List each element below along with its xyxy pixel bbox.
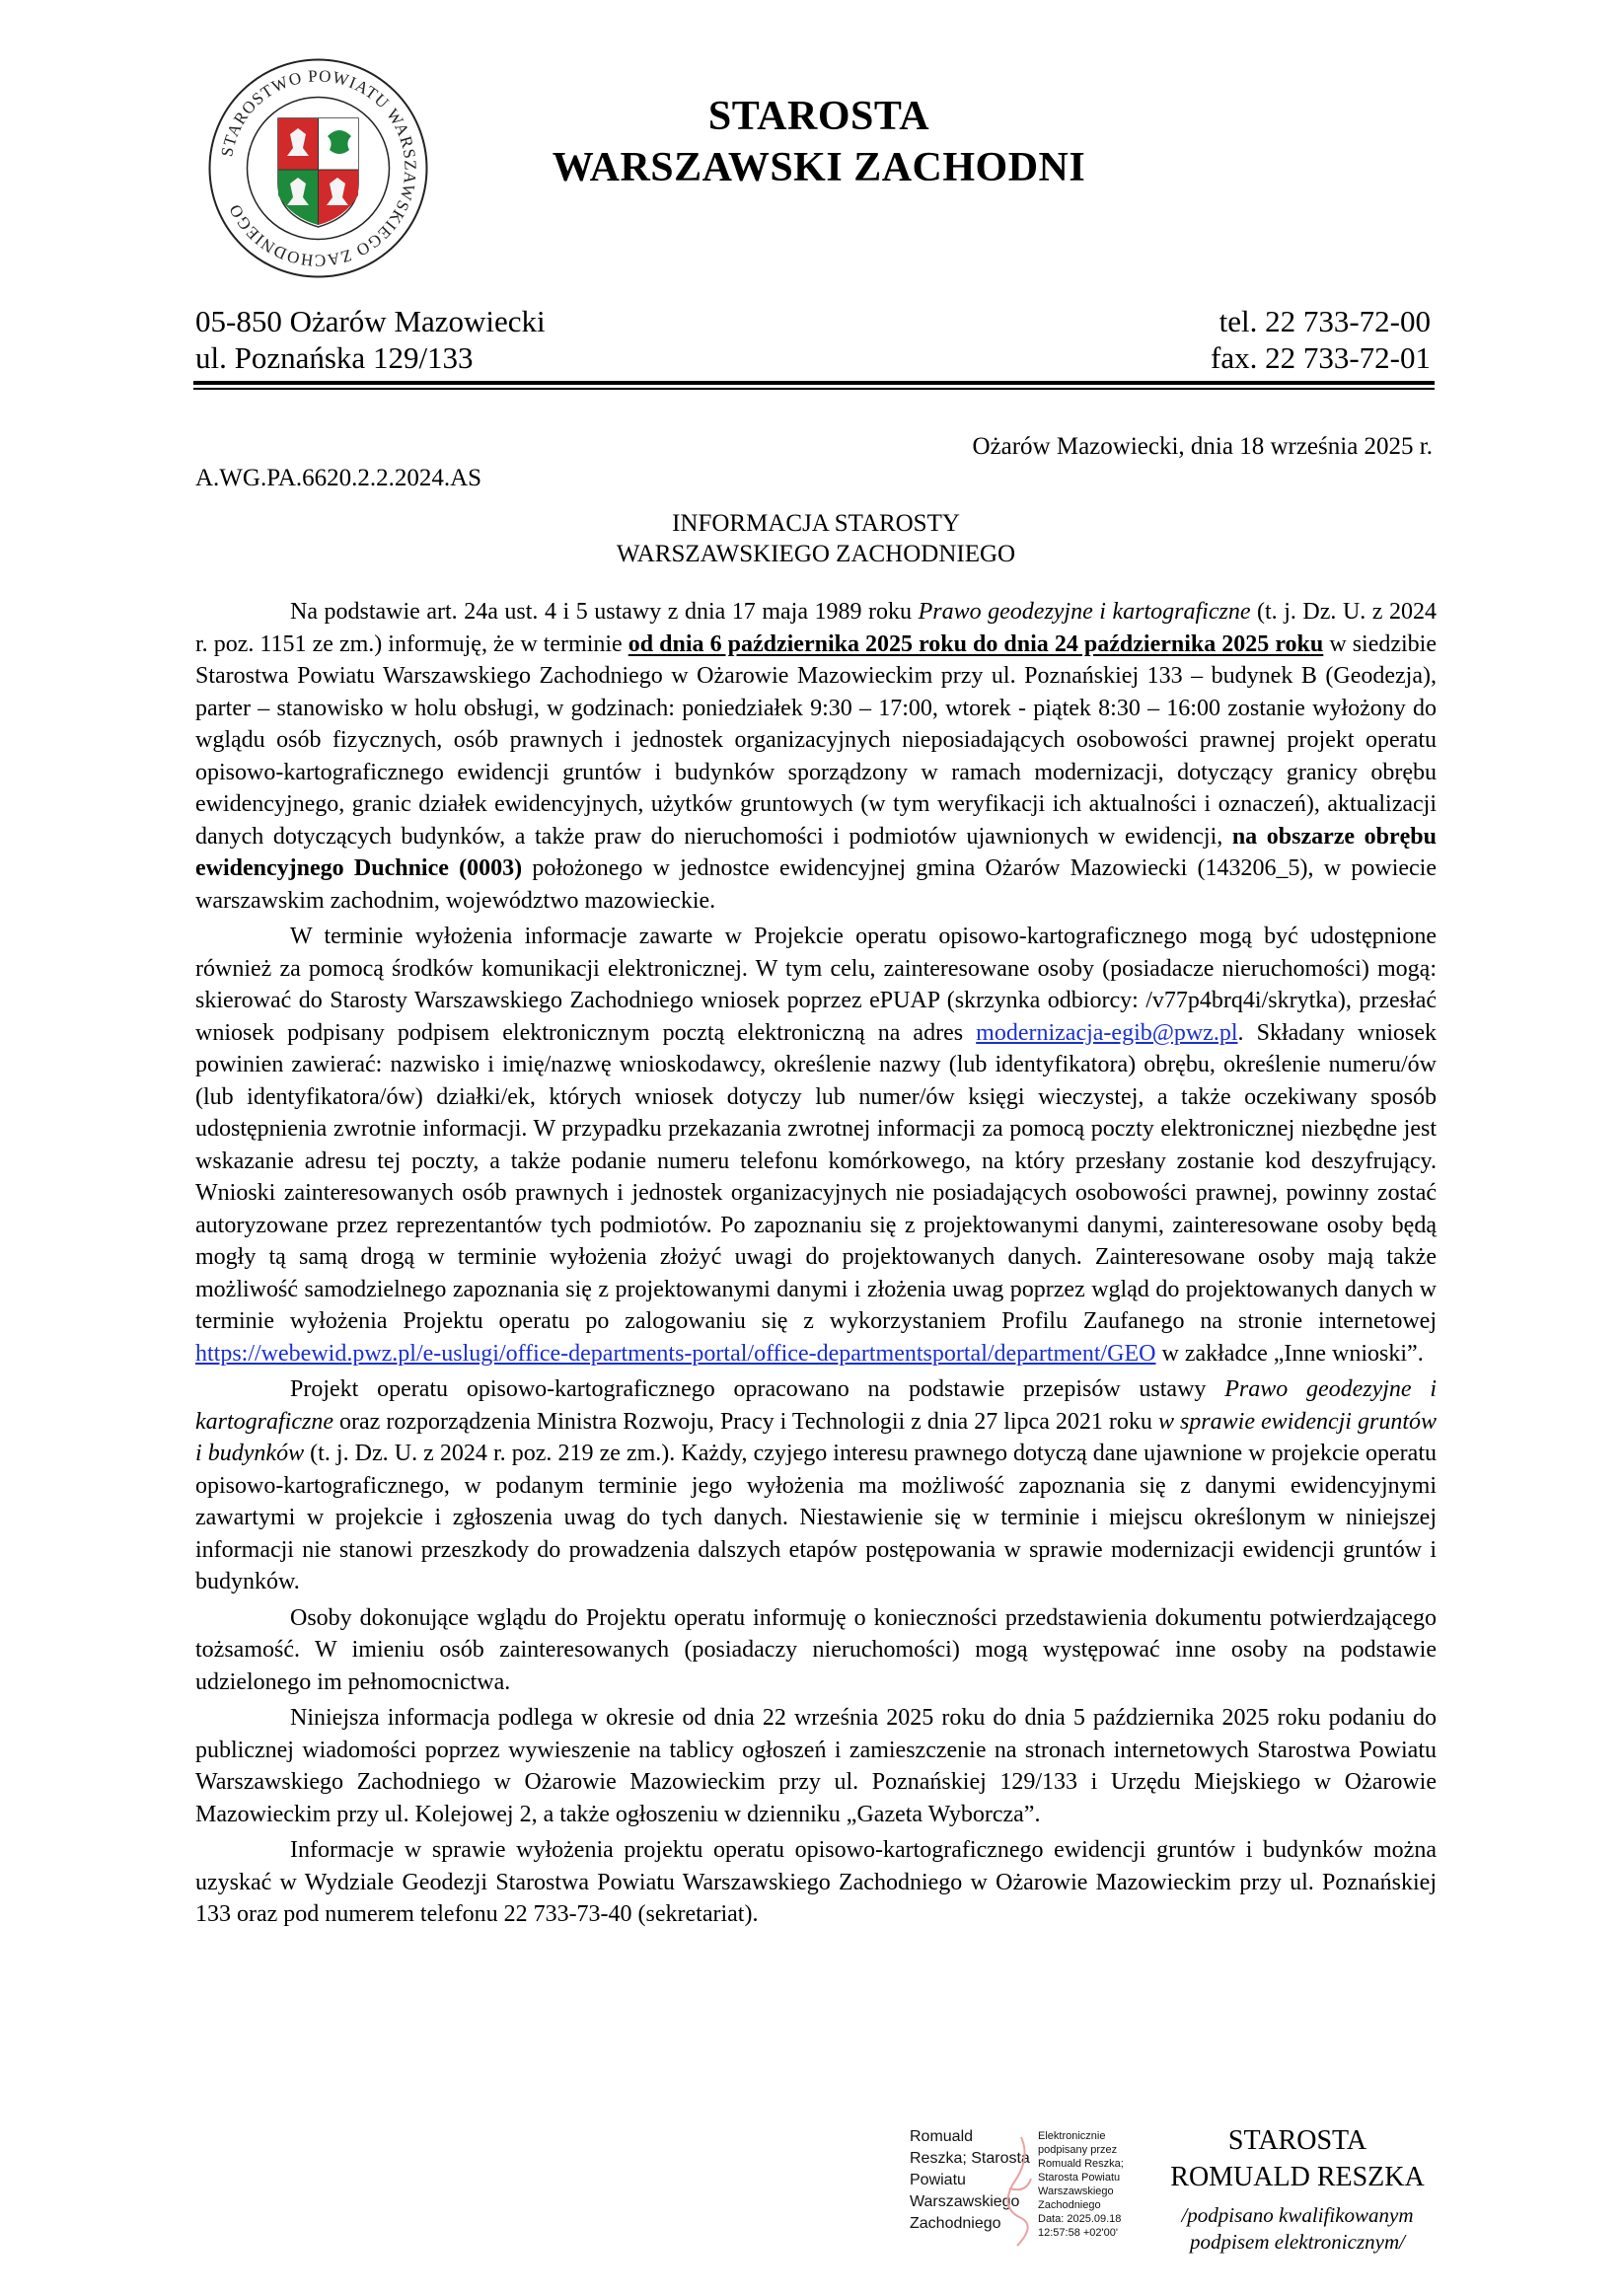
header-title-line2: WARSZAWSKI ZACHODNI	[552, 145, 1086, 190]
paragraph-electronic-access	[195, 921, 1437, 1370]
phone-number: tel. 22 733-72-00	[1218, 304, 1431, 338]
header-divider-thin	[193, 388, 1435, 390]
text-span: oraz rozporządzenia Ministra Rozwoju, Pracy i Technologii z dnia 27 lipca 2021 roku	[332, 1408, 1158, 1435]
signatory-role: STAROSTA	[1227, 2125, 1367, 2156]
text-span: w zakładce „Inne wnioski”.	[1155, 1340, 1424, 1367]
esignature-name-line: Warszawskiego	[910, 2193, 1020, 2210]
regulation-title: w sprawie ewidencji gruntów i budynków	[195, 1408, 1438, 1466]
email-link[interactable]: modernizacja-egib@pwz.pl	[976, 1019, 1238, 1046]
text-span: położonego w jednostce ewidencyjnej gmina Ożarów Mazowiecki (143206_5), w powiecie warszawskim zachodnim, województwo mazowieckie.	[195, 855, 1437, 914]
text-span: (t. j. Dz. U. z 2024 r. poz. 1151 ze zm.) informuję, że w terminie	[195, 599, 1438, 657]
document-title	[195, 508, 1437, 569]
inspection-period: od dnia 6 października 2025 roku do dnia 24 października 2025 roku	[627, 630, 1324, 657]
text-span: W terminie wyłożenia informacje zawarte w Projekcie operatu opisowo-kartograficznego mogą być udostępnione również za pomocą środków komunikacji elektronicznej. W tym celu, zainteresowane osoby (posiadacze nieruchomości) mogą: skierować do Starosty Warszawskiego Zachodniego wniosek poprzez ePUAP (skrzynka odbiorcy: /v77p4brq4i/skrytka), przesłać wniosek podpisany podpisem elektronicznym pocztą elektroniczną na adres	[195, 924, 1437, 1046]
text-span: . Składany wniosek powinien zawierać: nazwisko i imię/nazwę wnioskodawcy, określenie nazwy (lub identyfikatora) obrębu, określenie numeru/ów (lub identyfikatora/ów) działki/ek, których wniosek dotyczy lub numer/ów księgi wieczystej, a także oczekiwany sposób udostępnienia zwrotnie informacji. W przypadku przekazania zwrotnej informacji za pomocą poczty elektronicznej niezbędne jest wskazanie adresu tej poczty, a także podanie numeru telefonu komórkowego, na który przesłany zostanie kod deszyfrujący. Wnioski zainteresowanych osób prawnych i jednostek organizacyjnych nie posiadających osobowości prawnej, powinny zostać autoryzowane przez reprezentantów tych podmiotów. Po zapoznaniu się z projektowanymi danymi, zainteresowane osoby będą mogły tą samą drogą w terminie wyłożenia złożyć uwagi do projektowanych danych. Zainteresowane osoby mają także możliwość samodzielnego zapoznania się z projektowanymi danymi i złożenia uwag poprzez wgląd do projektowanych danych w terminie wyłożenia Projektu operatu po zalogowaniu się z wykorzystaniem Profilu Zaufanego na stronie internetowej	[195, 1019, 1437, 1334]
text-span: (t. j. Dz. U. z 2024 r. poz. 219 ze zm.). Każdy, czyjego interesu prawnego dotyczą dane ujawnione w projekcie operatu opisowo-kartograficznego, w podanym terminie jego wyłożenia ma możliwość zapoznania się z danymi ewidencyjnymi zawartymi w projekcie i zgłoszenia uwag do tych danych. Niestawienie się w terminie i miejscu określonym w niniejszej informacji nie stanowi przeszkody do prowadzenia dalszych etapów postępowania w sprawie modernizacji ewidencji gruntów i budynków.	[195, 1441, 1437, 1594]
webewid-link[interactable]: https://webewid.pwz.pl/e-uslugi/office-departments-portal/office-departmentsportal/department/GEO	[195, 1340, 1156, 1367]
document-body	[195, 596, 1437, 1935]
text-span: Na podstawie art. 24a ust. 4 i 5 ustawy z dnia 17 maja 1989 roku	[290, 599, 919, 625]
signature-note-line1: /podpisano kwalifikowanym	[1181, 2203, 1414, 2227]
esignature-detail-line: Data: 2025.09.18	[1038, 2213, 1122, 2225]
place-and-date: Ożarów Mazowiecki, dnia 18 września 2025 r.	[972, 433, 1433, 460]
esignature-name-line: Powiatu	[910, 2172, 966, 2188]
precinct-name: na obszarze obrębu ewidencyjnego Duchnice (0003)	[195, 823, 1437, 881]
signature-note	[1144, 2202, 1450, 2256]
fax-number: fax. 22 733-72-01	[1211, 340, 1431, 375]
esignature-detail-line: podpisany przez	[1038, 2144, 1118, 2156]
address-line1: 05-850 Ożarów Mazowiecki	[195, 304, 546, 338]
paragraph-publication: Niniejsza informacja podlega w okresie od dnia 22 września 2025 roku do dnia 5 października 2025 roku podaniu do publicznej wiadomości poprzez wywieszenie na tablicy ogłoszeń i zamieszczenie na stronach internetowych Starostwa Powiatu Warszawskiego Zachodniego w Ożarowie Mazowieckim przy ul. Poznańskiej 129/133 i Urzędu Miejskiego w Ożarowie Mazowieckim przy ul. Kolejowej 2, a także ogłoszeniu w dzienniku „Gazeta Wyborcza”.	[195, 1705, 1437, 1827]
esignature-detail-line: Zachodniego	[1038, 2199, 1101, 2211]
esignature-details	[1038, 2129, 1124, 2240]
paragraph-regulations	[195, 1373, 1437, 1598]
esignature-detail-line: Elektronicznie	[1038, 2130, 1106, 2142]
esignature-detail-line: 12:57:58 +02'00'	[1038, 2227, 1118, 2239]
signatory-name: ROMUALD RESZKA	[1170, 2162, 1425, 2192]
paragraph-contact-info: Informacje w sprawie wyłożenia projektu operatu opisowo-kartograficznego ewidencji gruntów i budynków można uzyskać w Wydziale Geodezji Starostwa Powiatu Warszawskiego Zachodniego w Ożarowie Mazowieckim przy ul. Poznańskiej 133 oraz pod numerem telefonu 22 733-73-40 (sekretariat).	[195, 1837, 1437, 1927]
header-title-line1: STAROSTA	[707, 94, 930, 139]
paragraph-legal-basis	[195, 596, 1437, 917]
text-span: Projekt operatu opisowo-kartograficznego opracowano na podstawie przepisów ustawy	[290, 1376, 1225, 1402]
header-title	[474, 91, 1164, 193]
esignature-detail-line: Starosta Powiatu	[1038, 2172, 1121, 2184]
esignature-name-line: Reszka; Starosta	[910, 2150, 1030, 2167]
esignature-name-line: Romuald	[910, 2128, 974, 2145]
text-span: w siedzibie Starostwa Powiatu Warszawskiego Zachodniego w Ożarowie Mazowieckim przy ul. Poznańskiej 133 – budynek B (Geodezja), parter – stanowisko w holu obsługi, w godzinach: poniedziałek 9:30 – 17:00, wtorek - piątek 8:30 – 16:00 zostanie wyłożony do wglądu osób fizycznych, osób prawnych i jednostek organizacyjnych nieposiadających osobowości prawnej projekt operatu opisowo-kartograficznego ewidencji gruntów i budynków sporządzony w ramach modernizacji, dotyczący granicy obrębu ewidencyjnego, granic działek ewidencyjnych, użytków gruntowych (w tym weryfikacji ich aktualności i oznaczeń), aktualizacji danych dotyczących budynków, a także praw do nieruchomości i podmiotów ujawnionych w ewidencji,	[195, 630, 1438, 850]
case-signature: A.WG.PA.6620.2.2.2024.AS	[195, 465, 482, 491]
signature-note-line2: podpisem elektronicznym/	[1190, 2230, 1405, 2254]
county-seal-icon	[207, 57, 429, 279]
address-line2: ul. Poznańska 129/133	[195, 340, 474, 375]
document-title-line1: INFORMACJA STAROSTY	[672, 510, 960, 537]
esignature-detail-line: Warszawskiego	[1038, 2185, 1114, 2197]
document-title-line2: WARSZAWSKIEGO ZACHODNIEGO	[616, 541, 1016, 567]
office-address	[195, 303, 546, 376]
act-title: Prawo geodezyjne i kartograficzne	[918, 599, 1251, 625]
esignature-detail-line: Romuald Reszka;	[1038, 2158, 1124, 2170]
esignature-name-line: Zachodniego	[910, 2215, 1001, 2232]
office-contact	[1211, 303, 1431, 376]
act-title: Prawo geodezyjne i kartograficzne	[195, 1376, 1438, 1435]
header-divider-thick	[193, 381, 1435, 385]
seal-ring-text: STAROSTWO POWIATU WARSZAWSKIEGO ZACHODNIEGO	[217, 66, 420, 270]
paragraph-identity: Osoby dokonujące wglądu do Projektu operatu informuję o konieczności przedstawienia dokumentu potwierdzającego tożsamość. W imieniu osób zainteresowanych (posiadaczy nieruchomości) mogą występować inne osoby na podstawie udzielonego im pełnomocnictwa.	[195, 1604, 1437, 1695]
